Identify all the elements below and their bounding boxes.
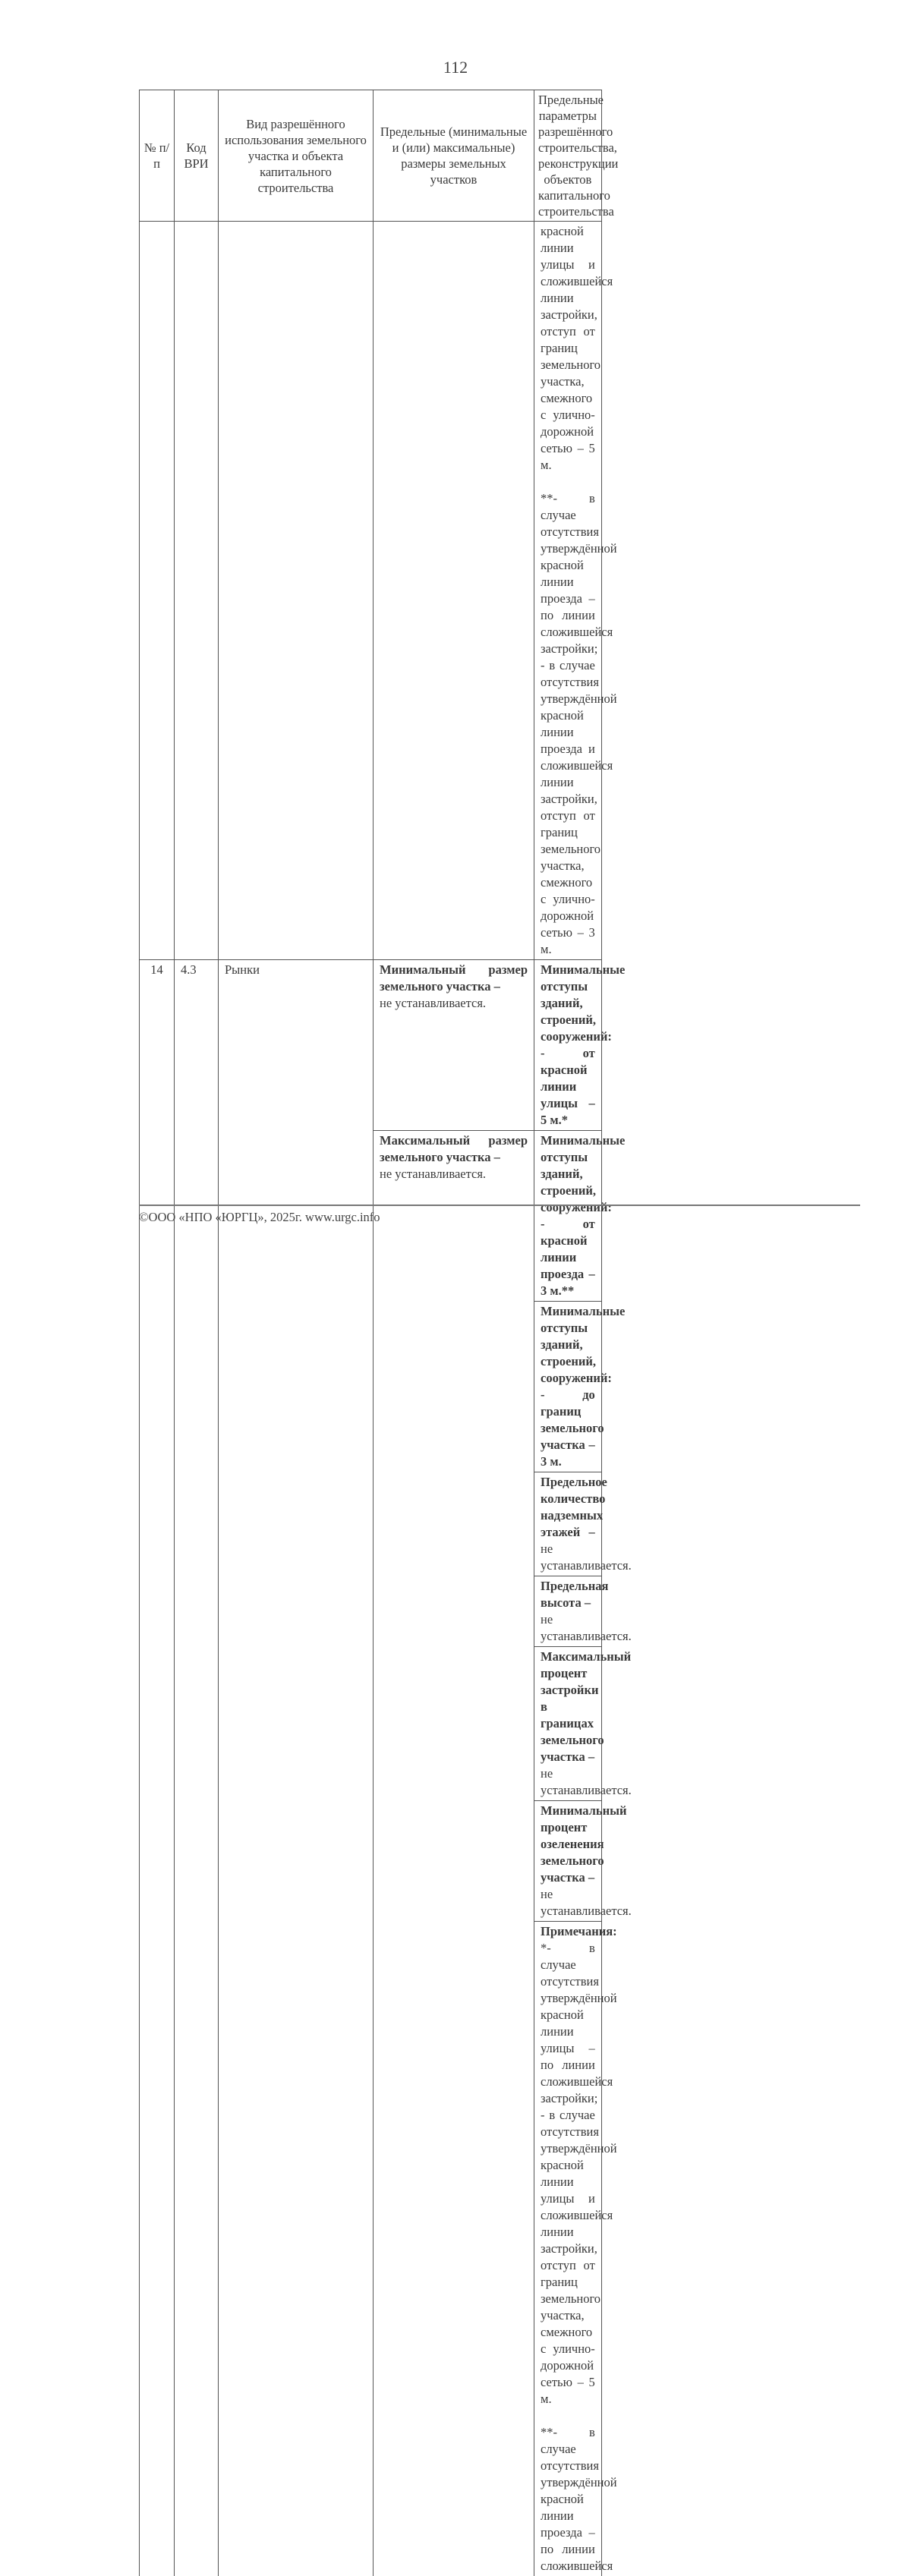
notes-title: Примечания: [541, 1923, 595, 1940]
param-value: не устанавливается. [541, 1887, 632, 1918]
header-num: № п/п [140, 90, 175, 222]
max-size-cell [374, 1131, 534, 2576]
note-paragraph: - в случае отсутствия утверждённой красной линии проезда и сложившейся линии застройки, отступ от границ земельного участка, смежного с улично-дорожной сетью – 3 м. [541, 657, 595, 958]
min-size-label: Минимальный размер земельного участка – [380, 962, 528, 994]
cell-size [374, 222, 534, 960]
header-code: Код ВРИ [175, 90, 219, 222]
note-paragraph: - в случае отсутствия утверждённой красной линии улицы и сложившейся линии застройки, отступ от границ земельного участка, смежного с улично-дорожной сетью – 5 м. [541, 2107, 595, 2408]
page-number: 112 [0, 58, 911, 77]
param-value: не устанавливается. [541, 1766, 632, 1797]
param-body: - от красной линии проезда – 3 м.** [541, 1216, 595, 1299]
row-number: 14 [140, 960, 175, 2576]
table-row [140, 222, 872, 960]
row-use: Рынки [219, 960, 374, 2576]
param-head: Минимальные отступы зданий, строений, сооружений: [541, 1132, 595, 1216]
note-paragraph: *- в случае отсутствия утверждённой красной линии улицы – по линии сложившейся застройки; [541, 1940, 595, 2107]
cell-use [219, 222, 374, 960]
min-size-cell [374, 960, 534, 1131]
param-cell [534, 1131, 602, 1302]
param-label: Минимальный процент озеленения земельного участка – [541, 1803, 627, 1885]
param-body: - до границ земельного участка – 3 м. [541, 1387, 595, 1470]
header-size: Предельные (минимальные и (или) максимальные) размеры земельных участков [374, 90, 534, 222]
param-label: Предельная высота – [541, 1579, 608, 1610]
max-size-value: не устанавливается. [380, 1167, 486, 1181]
param-cell [534, 1576, 602, 1647]
max-size-label: Максимальный размер земельного участка – [380, 1133, 528, 1164]
param-cell [534, 1801, 602, 1922]
row-code: 4.3 [175, 960, 219, 2576]
note-paragraph: **- в случае отсутствия утверждённой красной линии проезда – по линии сложившейся застройки; [541, 490, 595, 657]
param-cell [534, 1302, 602, 1472]
header-params: Предельные параметры разрешённого строительства, реконструкции объектов капитального строительства [534, 90, 602, 222]
cell-params [534, 222, 602, 960]
regulations-table [139, 90, 872, 2576]
min-size-value: не устанавливается. [380, 996, 486, 1010]
param-value: не устанавливается. [541, 1542, 632, 1573]
param-label: Максимальный процент застройки в границах земельного участка – [541, 1649, 631, 1764]
param-cell [534, 960, 602, 1131]
param-head: Минимальные отступы зданий, строений, сооружений: [541, 1303, 595, 1387]
table-header-row [140, 90, 872, 222]
param-head: Минимальные отступы зданий, строений, сооружений: [541, 962, 595, 1045]
notes-cell [534, 1922, 602, 2576]
footer-divider [139, 1205, 860, 1206]
note-paragraph: красной линии улицы и сложившейся линии застройки, отступ от границ земельного участка, смежного с улично-дорожной сетью – 5 м. [541, 223, 595, 474]
param-cell [534, 1647, 602, 1801]
param-cell [534, 1472, 602, 1576]
cell-code [175, 222, 219, 960]
footer-copyright: ©ООО «НПО «ЮРГЦ», 2025г. www.urgc.info [139, 1210, 380, 1225]
param-body: - от красной линии улицы – 5 м.* [541, 1045, 595, 1129]
param-value: не устанавливается. [541, 1612, 632, 1643]
param-label: Предельное количество надземных этажей – [541, 1475, 607, 1539]
cell-num [140, 222, 175, 960]
table-row [140, 960, 872, 1131]
note-paragraph: **- в случае отсутствия утверждённой красной линии проезда – по линии сложившейся [541, 2424, 595, 2576]
header-use: Вид разрешённого использования земельного участка и объекта капитального строительства [219, 90, 374, 222]
